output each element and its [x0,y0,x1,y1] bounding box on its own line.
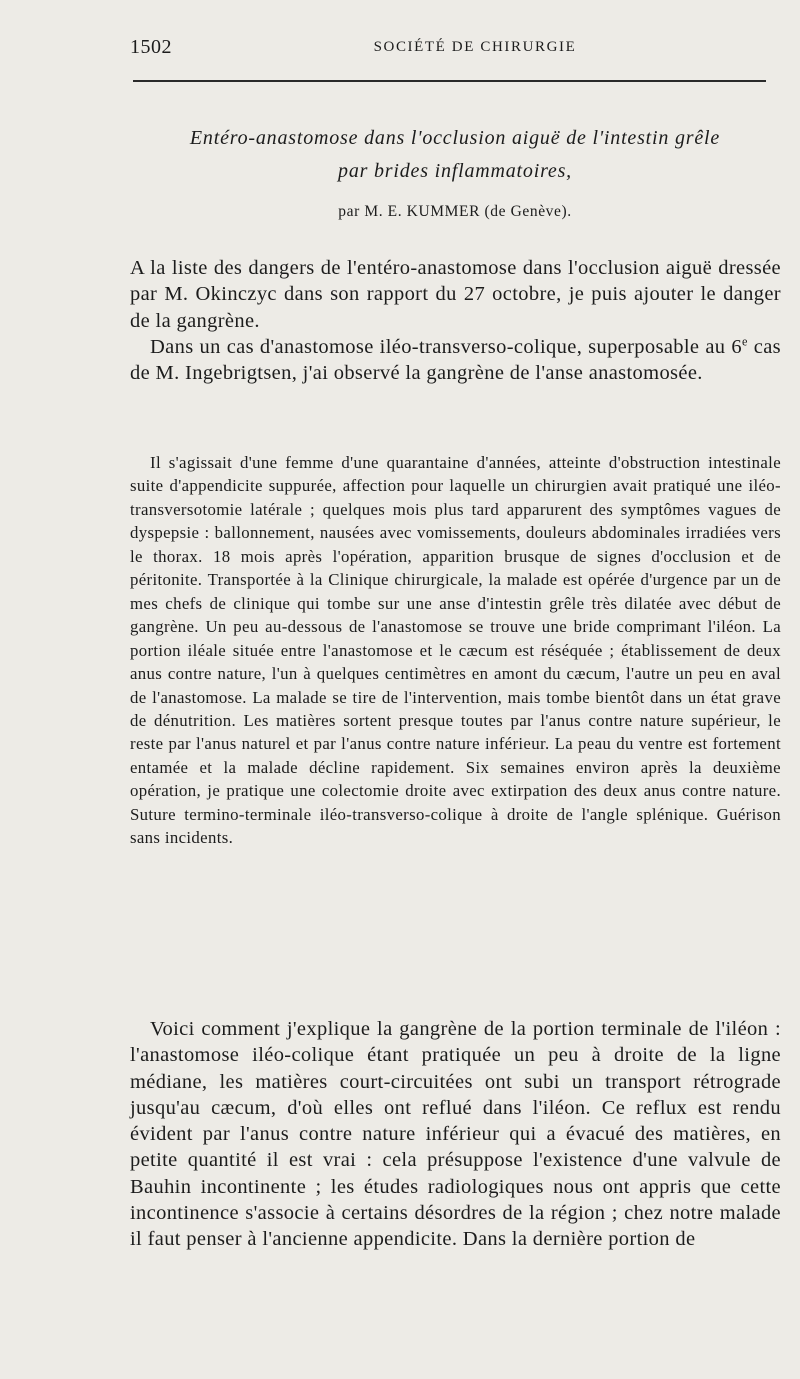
conclusion-section [130,1016,781,1253]
intro-section [130,255,781,386]
article-title [130,122,780,188]
title-line-2: par brides inflammatoires, [338,160,572,182]
intro-p2-text-b: cas de M. Ingebrigtsen, j'ai observé la gangrène de l'anse anastomosée. [130,335,782,385]
intro-paragraph-2 [130,334,781,387]
case-report-section [130,451,781,850]
ordinal-superscript: e [741,334,748,349]
title-line-1: Entéro-anastomose dans l'occlusion aiguë de l'intestin grêle [189,127,721,149]
header-rule [133,80,766,82]
author-byline: par M. E. KUMMER (de Genève). [338,203,572,220]
intro-p2-text-a: Dans un cas d'anastomose iléo-transverso-colique, superposable au 6 [150,335,742,358]
case-report-paragraph: Il s'agissait d'une femme d'une quarantaine d'années, atteinte d'obstruction intestinale suite d'appendicite suppurée, affection pour laquelle un chirurgien avait pratiqué une iléo-transversotomie latérale ; quelques mois plus tard apparurent des symptômes vagues de dyspepsie : ballonnement, nausées avec vomissements, douleurs abdominales irradiées vers le thorax. 18 mois après l'opération, apparition brusque de signes d'occlusion et de péritonite. Transportée à la Clinique chirurgicale, la malade est opérée d'urgence par un de mes chefs de clinique qui tombe sur une anse d'intestin grêle très dilatée avec début de gangrène. Un peu au-dessous de l'anastomose se trouve une bride comprimant l'iléon. La portion iléale située entre l'anastomose et le cæcum est réséquée ; établissement de deux anus contre nature, l'un à quelques centimètres en amont du cæcum, l'autre un peu en aval de l'anastomose. La malade se tire de l'intervention, mais tombe bientôt dans un état grave de dénutrition. Les matières sortent presque toutes par l'anus contre nature supérieur, le reste par l'anus naturel et par l'anus contre nature inférieur. La peau du ventre est fortement entamée et la malade décline rapidement. Six semaines environ après la deuxième opération, je pratique une colectomie droite avec extirpation des deux anus contre nature. Suture termino-terminale iléo-transverso-colique à droite de l'angle splénique. Guérison sans incidents. [130,453,781,848]
conclusion-paragraph: Voici comment j'explique la gangrène de la portion terminale de l'iléon : l'anastomose iléo-colique étant pratiquée un peu à droite de la ligne médiane, les matières court-circuitées ont subi un transport rétrograde jusqu'au cæcum, d'où elles ont reflué dans l'iléon. Ce reflux est rendu évident par l'anus contre nature inférieur qui a évacué des matières, en petite quantité il est vrai : cela présuppose l'existence d'une valvule de Bauhin incontinente ; les études radiologiques nous ont appris que cette incontinence s'associe à certains désordres de la région ; chez notre malade il faut penser à l'ancienne appendicite. Dans la dernière portion de [130,1018,781,1251]
running-head [130,36,780,64]
page-number: 1502 [130,36,172,58]
journal-name: SOCIÉTÉ DE CHIRURGIE [373,39,577,55]
intro-paragraph-1: A la liste des dangers de l'entéro-anastomose dans l'occlusion aiguë dressée par M. Okinczyc dans son rapport du 27 octobre, je puis ajouter le danger de la gangrène. [130,257,781,332]
